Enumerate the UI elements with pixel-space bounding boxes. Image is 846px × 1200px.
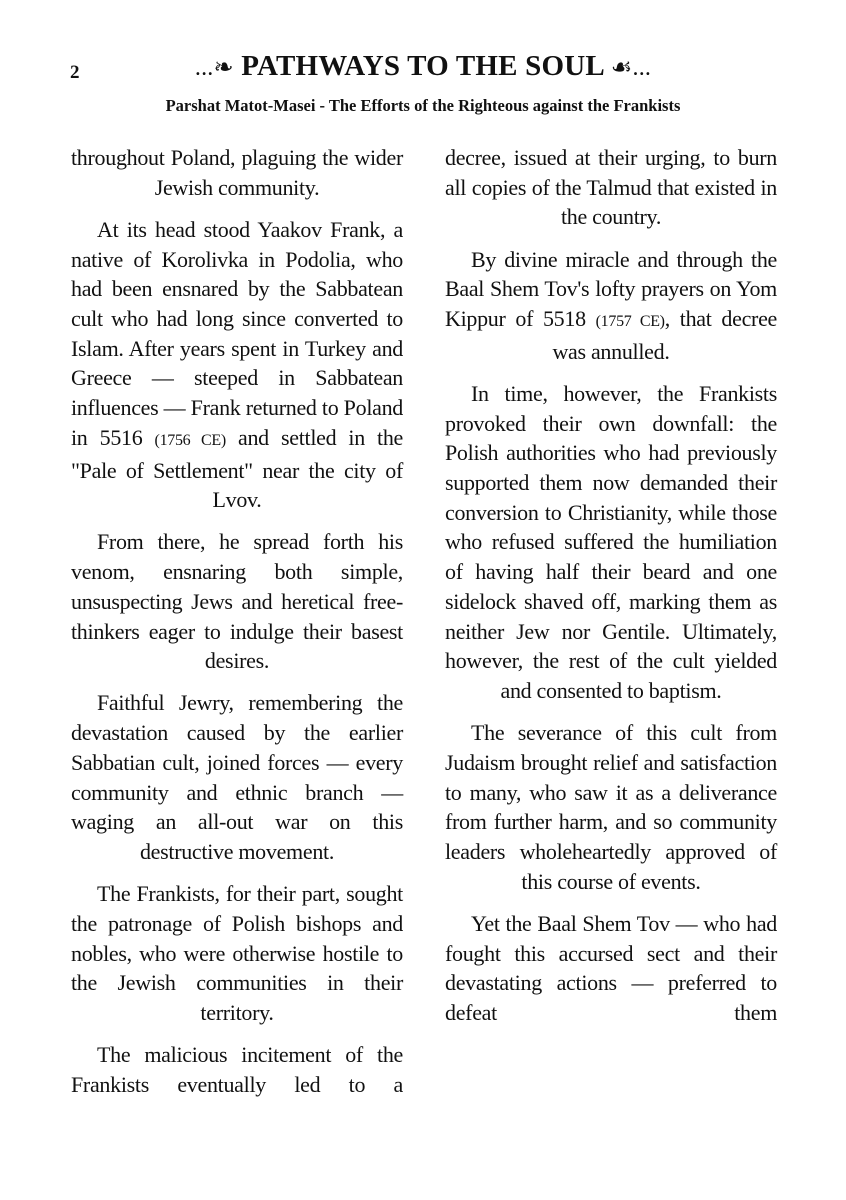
- title-text: PATHWAYS TO THE SOUL: [241, 50, 604, 82]
- text-segment: throughout Poland, plaguing the wider Jewish community.: [71, 145, 403, 200]
- text-segment: , that decree was annulled.: [552, 306, 777, 364]
- text-segment: The malicious incitement of the Frankists eventually led to a: [71, 1042, 403, 1097]
- page-number: 2: [70, 62, 80, 83]
- paragraph: [71, 1040, 403, 1099]
- date-note: (1756 CE): [154, 431, 226, 449]
- paragraph: [445, 143, 777, 232]
- ornament-right-icon: ☙...: [610, 55, 652, 81]
- paragraph: [71, 215, 403, 515]
- text-segment: Yet the Baal Shem Tov — who had fought this accursed sect and their devastating actions — preferred to defeat them: [445, 910, 777, 1025]
- right-column: [445, 143, 777, 1040]
- paragraph: [71, 527, 403, 676]
- left-column: [71, 143, 403, 1112]
- paragraph: [445, 718, 777, 896]
- text-segment: The severance of this cult from Judaism brought relief and satisfaction to many, who saw it as a deliverance from further harm, and so community leaders wholeheartedly approved of this course of events.: [445, 720, 777, 894]
- paragraph: [445, 379, 777, 706]
- running-title: [0, 50, 846, 83]
- text-segment: By divine miracle and through the Baal Shem Tov's lofty prayers on Yom Kippur of 5518: [445, 246, 777, 332]
- paragraph: [71, 879, 403, 1028]
- ornament-left-icon: ...❧: [194, 55, 234, 81]
- text-segment: The Frankists, for their part, sought the patronage of Polish bishops and nobles, who were otherwise hostile to the Jewish communities in their territory.: [71, 881, 403, 1025]
- text-segment: At its head stood Yaakov Frank, a native of Korolivka in Podolia, who had been ensnared by the Sabbatean cult who had long since converted to Islam. After years spent in Turkey and Greece — steeped in Sabbatean influences — Frank returned to Poland in 5516: [71, 216, 403, 450]
- text-segment: and settled in the "Pale of Settlement" near the city of Lvov.: [71, 424, 404, 513]
- paragraph: [445, 909, 777, 1028]
- paragraph: [71, 143, 403, 202]
- date-note: (1757 CE): [595, 313, 665, 331]
- paragraph: [445, 245, 777, 367]
- text-segment: decree, issued at their urging, to burn all copies of the Talmud that existed in the country.: [445, 145, 777, 230]
- subtitle: Parshat Matot-Masei - The Efforts of the Righteous against the Frankists: [165, 96, 681, 115]
- text-segment: In time, however, the Frankists provoked their own downfall: the Polish authorities who had previously supported them now demanded their conversion to Christianity, while those who refused suffered the humiliation of having half their beard and one sidelock shaved off, marking them as neither Jew nor Gentile. Ultimately, however, the rest of the cult yielded and consented to baptism.: [445, 380, 777, 703]
- text-segment: Faithful Jewry, remembering the devastation caused by the earlier Sabbatian cult, joined forces — every community and ethnic branch — waging an all-out war on this destructive movement.: [71, 690, 403, 864]
- paragraph: [71, 688, 403, 866]
- text-segment: From there, he spread forth his venom, ensnaring both simple, unsuspecting Jews and heretical free-thinkers eager to indulge their basest desires.: [71, 529, 403, 674]
